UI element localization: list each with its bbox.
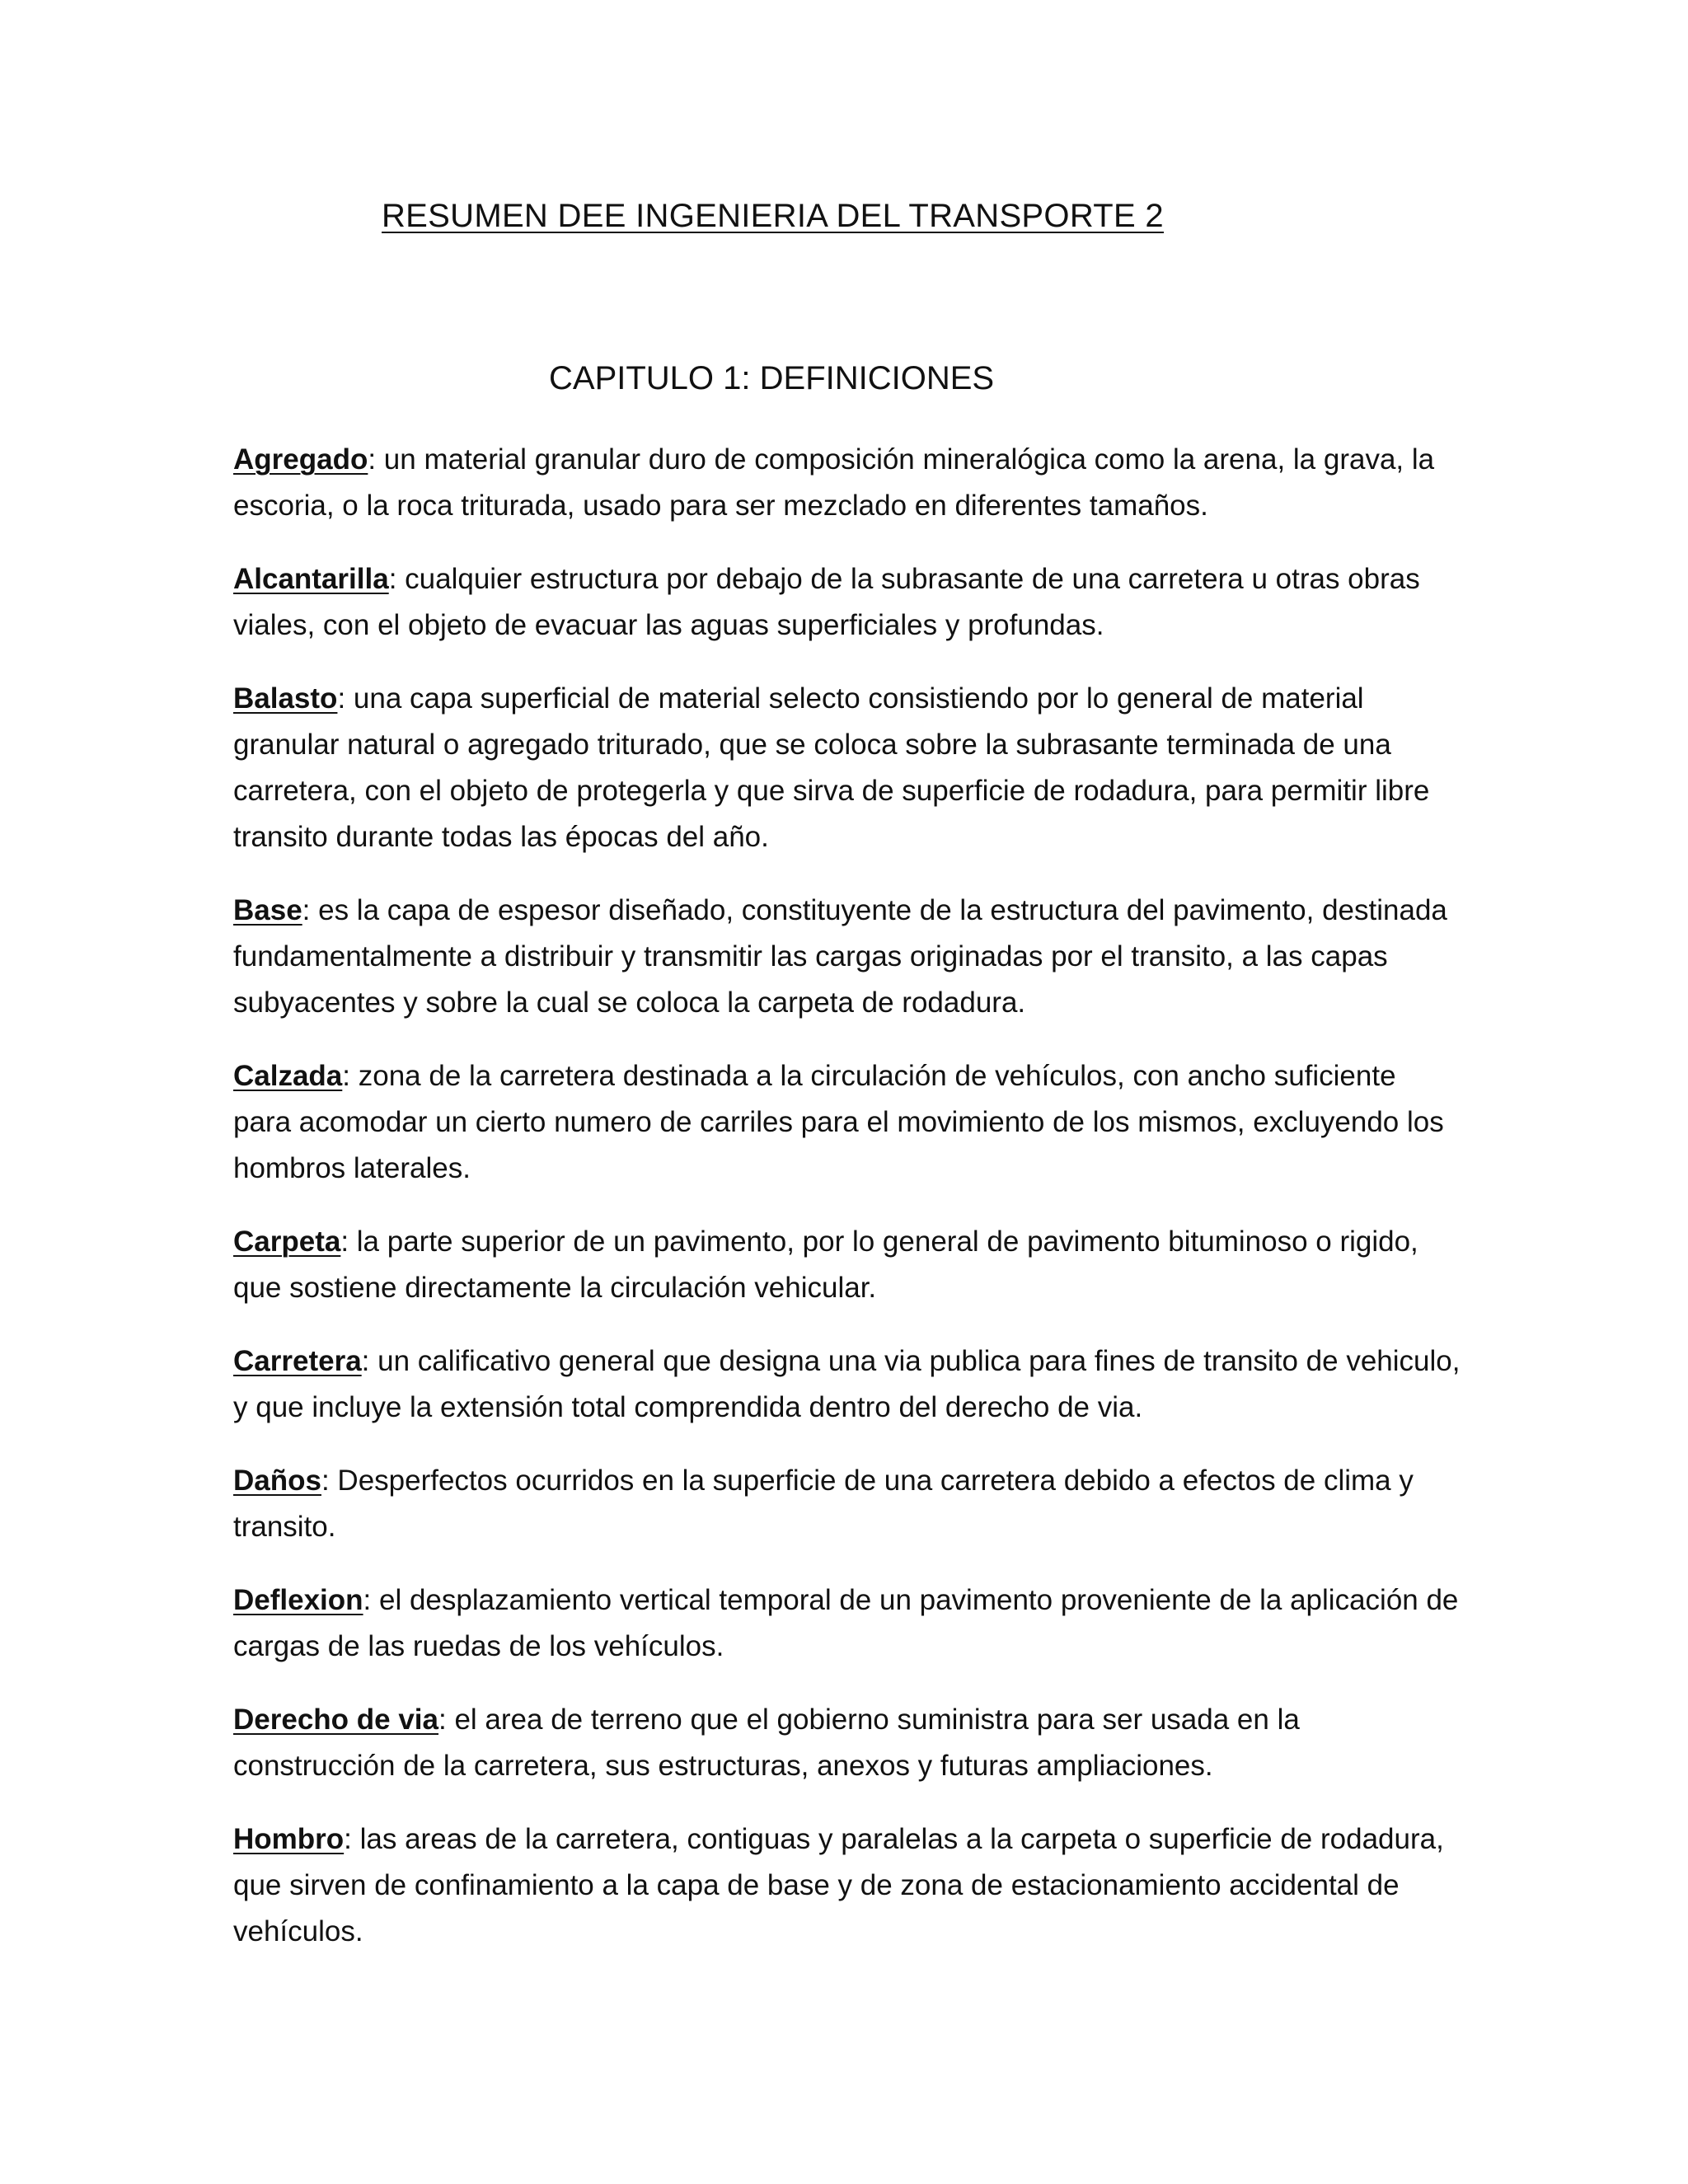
definition-derecho-de-via bbox=[233, 1697, 1461, 1789]
definition-text: : una capa superficial de material selecto consistiendo por lo general de material granular natural o agregado triturado, que se coloca sobre la subrasante terminada de una carretera, con el objeto de protegerla y que sirva de superficie de rodadura, para permitir libre transito durante todas las épocas del año. bbox=[233, 682, 1430, 853]
definition-hombro bbox=[233, 1816, 1461, 1955]
chapter-title: CAPITULO 1: DEFINICIONES bbox=[549, 360, 995, 396]
definition-term: Agregado bbox=[233, 443, 368, 476]
definition-term: Derecho de via bbox=[233, 1704, 438, 1736]
definition-carpeta bbox=[233, 1219, 1461, 1311]
definition-danos bbox=[233, 1458, 1461, 1550]
definition-base bbox=[233, 888, 1461, 1026]
definition-text: : un material granular duro de composición mineralógica como la arena, la grava, la escoria, o la roca triturada, usado para ser mezclado en diferentes tamaños. bbox=[233, 443, 1435, 522]
definition-term: Daños bbox=[233, 1465, 321, 1497]
definition-deflexion bbox=[233, 1577, 1461, 1670]
definition-carretera bbox=[233, 1338, 1461, 1431]
definition-text: : es la capa de espesor diseñado, constituyente de la estructura del pavimento, destinada fundamentalmente a distribuir y transmitir las cargas originadas por el transito, a las capas subyacentes y sobre la cual se coloca la carpeta de rodadura. bbox=[233, 894, 1447, 1019]
definition-text: : las areas de la carretera, contiguas y paralelas a la carpeta o superficie de rodadura, que sirven de confinamiento a la capa de base y de zona de estacionamiento accidental de vehículos. bbox=[233, 1823, 1444, 1947]
definition-term: Base bbox=[233, 894, 302, 926]
definitions-list bbox=[233, 437, 1461, 1982]
definition-text: : el desplazamiento vertical temporal de un pavimento proveniente de la aplicación de cargas de las ruedas de los vehículos. bbox=[233, 1584, 1459, 1662]
definition-calzada bbox=[233, 1053, 1461, 1192]
definition-term: Balasto bbox=[233, 682, 338, 715]
definition-term: Carpeta bbox=[233, 1226, 341, 1258]
definition-agregado bbox=[233, 437, 1461, 529]
definition-text: : el area de terreno que el gobierno suministra para ser usada en la construcción de la carretera, sus estructuras, anexos y futuras ampliaciones. bbox=[233, 1704, 1300, 1782]
definition-text: : un calificativo general que designa una via publica para fines de transito de vehiculo, y que incluye la extensión total comprendida dentro del derecho de via. bbox=[233, 1345, 1461, 1423]
document-title: RESUMEN DEE INGENIERIA DEL TRANSPORTE 2 bbox=[382, 198, 1164, 234]
definition-balasto bbox=[233, 676, 1461, 860]
definition-term: Hombro bbox=[233, 1823, 345, 1855]
definition-text: : la parte superior de un pavimento, por lo general de pavimento bituminoso o rigido, que sostiene directamente la circulación vehicular. bbox=[233, 1226, 1418, 1304]
definition-alcantarilla bbox=[233, 556, 1461, 649]
definition-term: Calzada bbox=[233, 1060, 343, 1092]
definition-text: : Desperfectos ocurridos en la superficie de una carretera debido a efectos de clima y transito. bbox=[233, 1465, 1414, 1543]
definition-text: : zona de la carretera destinada a la circulación de vehículos, con ancho suficiente para acomodar un cierto numero de carriles para el movimiento de los mismos, excluyendo los hombros laterales. bbox=[233, 1060, 1444, 1184]
definition-term: Deflexion bbox=[233, 1584, 363, 1616]
definition-text: : cualquier estructura por debajo de la subrasante de una carretera u otras obras viales, con el objeto de evacuar las aguas superficiales y profundas. bbox=[233, 563, 1420, 641]
definition-term: Carretera bbox=[233, 1345, 362, 1377]
definition-term: Alcantarilla bbox=[233, 563, 389, 595]
